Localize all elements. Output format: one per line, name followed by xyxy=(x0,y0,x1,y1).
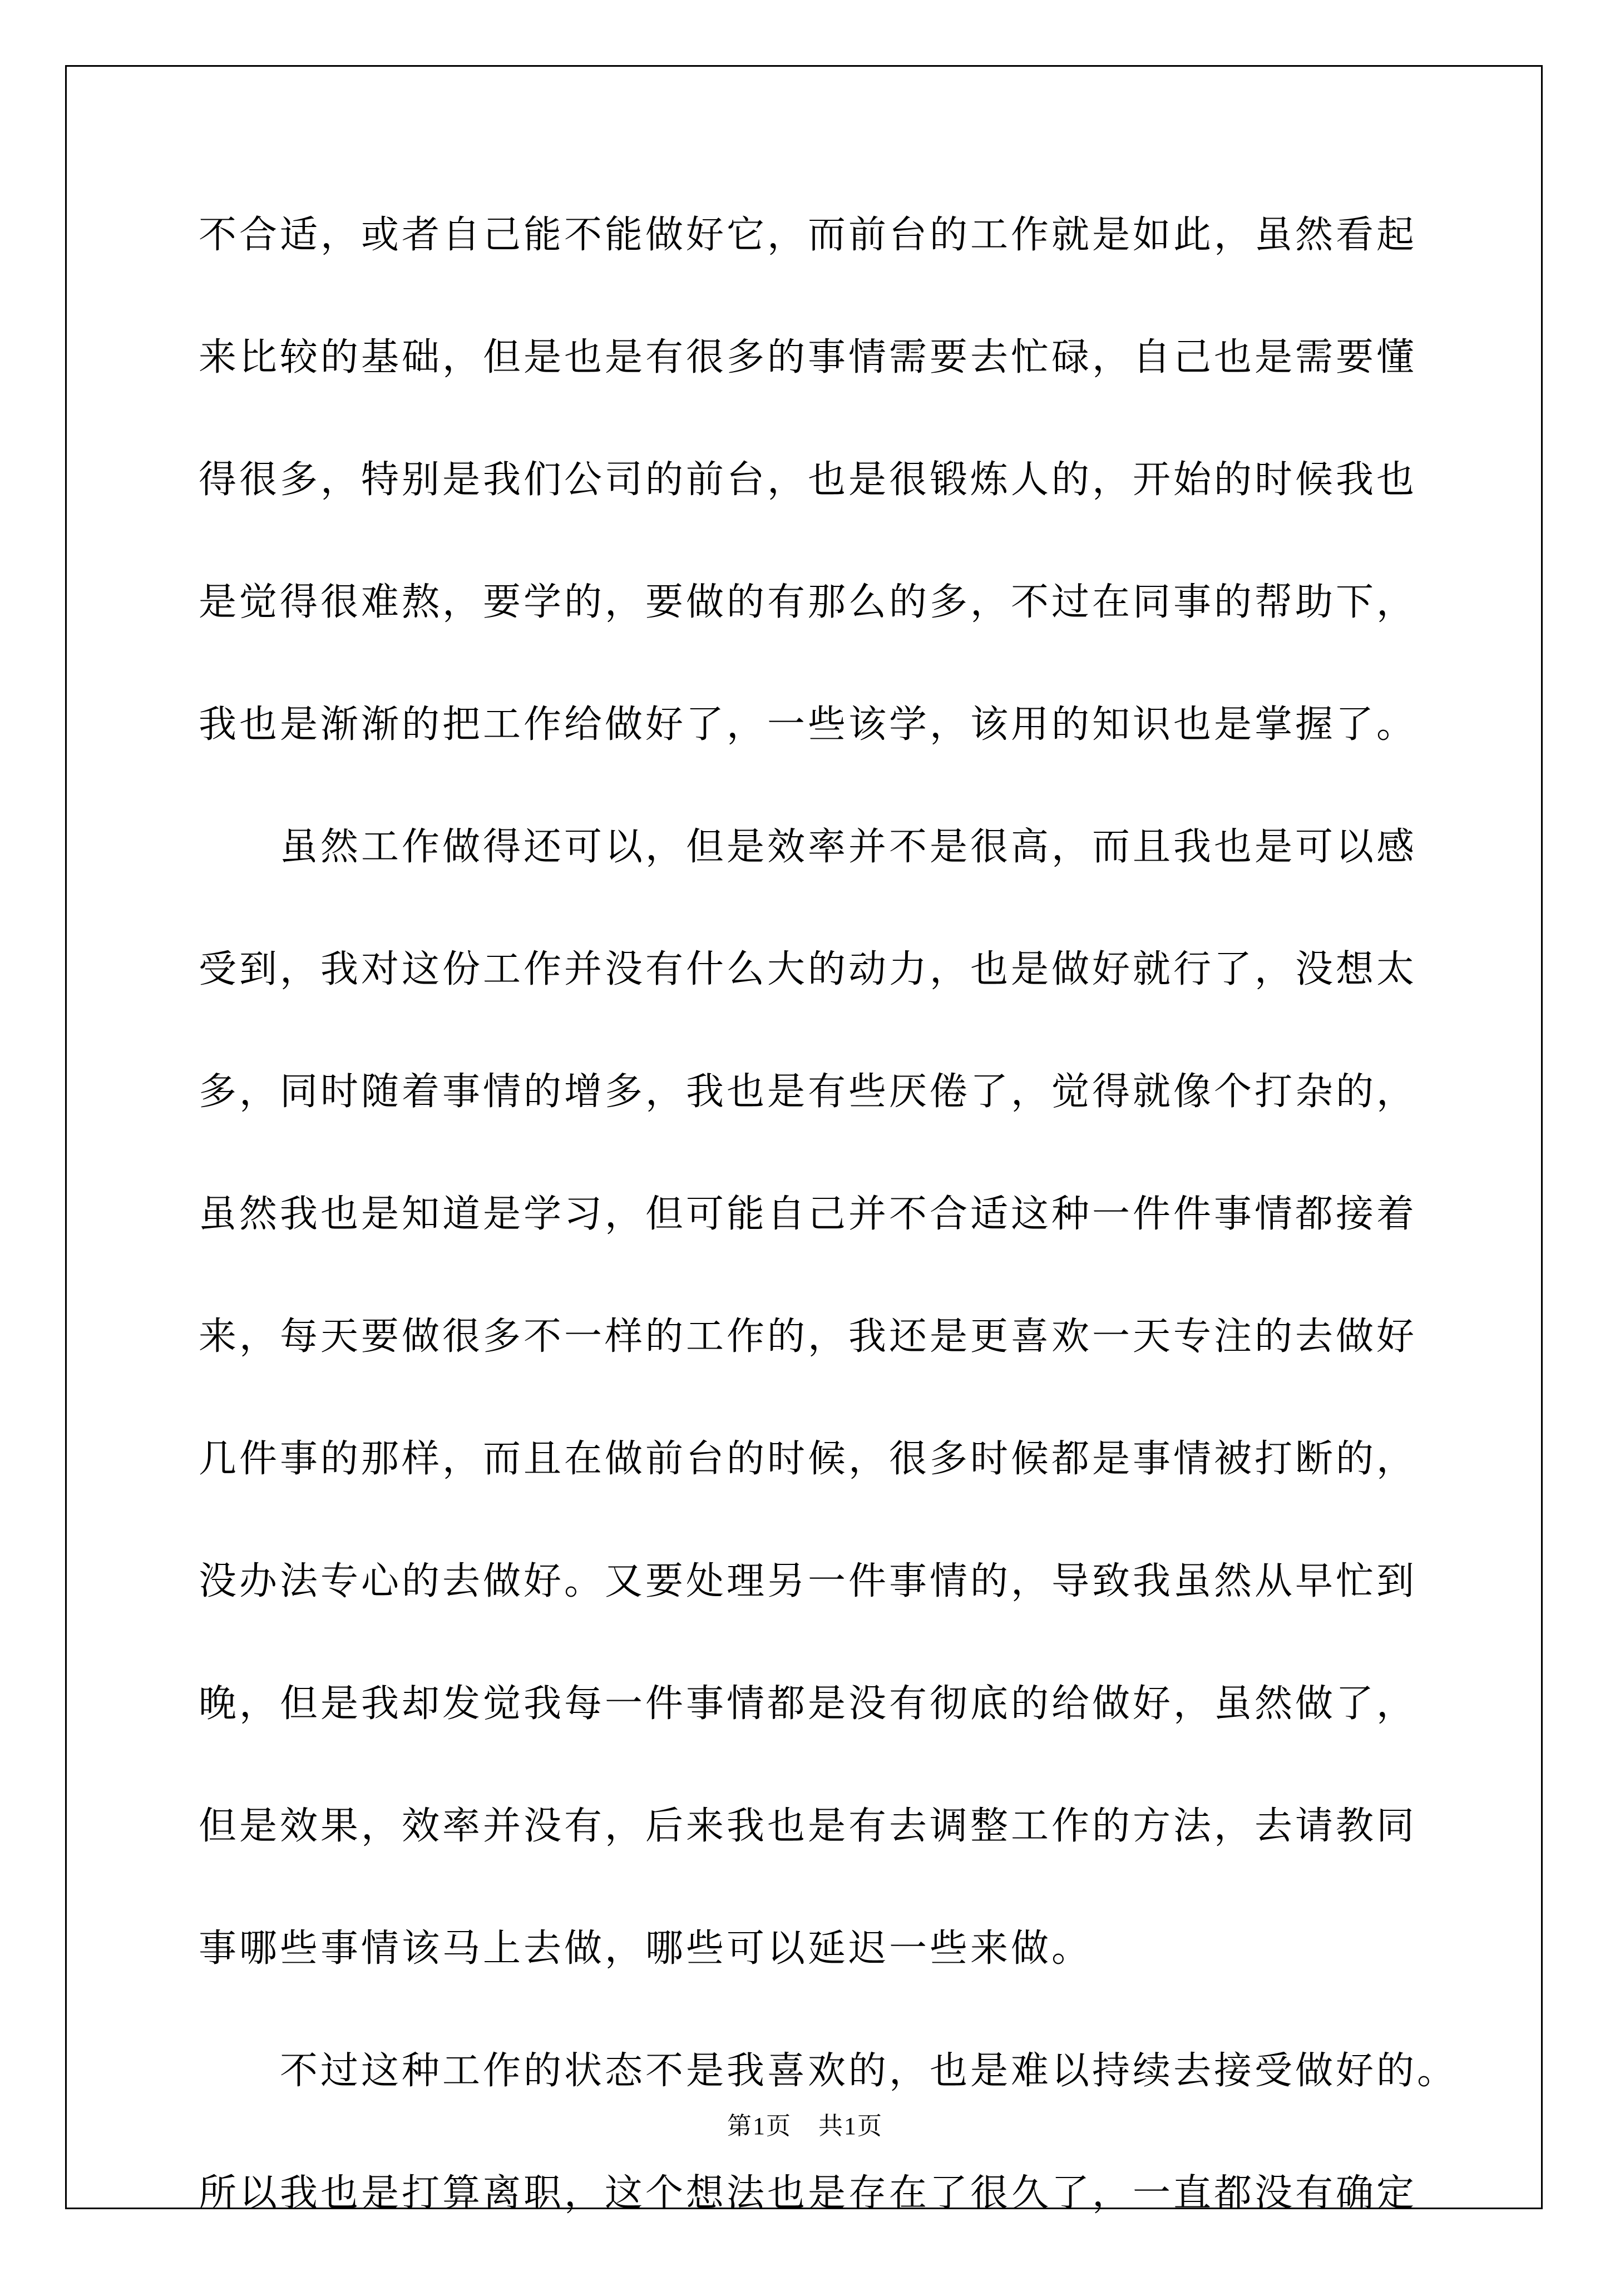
text-line: 是觉得很难熬，要学的，要做的有那么的多，不过在同事的帮助下， xyxy=(199,580,1418,624)
text-line: 没办法专心的去做好。又要处理另一件事情的，导致我虽然从早忙到 xyxy=(199,1559,1418,1603)
text-line: 虽然我也是知道是学习，但可能自己并不合适这种一件件事情都接着 xyxy=(199,1192,1418,1236)
text-line: 来比较的基础，但是也是有很多的事情需要去忙碌，自己也是需要懂 xyxy=(199,335,1418,379)
text-line: 不合适，或者自己能不能做好它，而前台的工作就是如此，虽然看起 xyxy=(199,213,1418,257)
text-line: 虽然工作做得还可以，但是效率并不是很高，而且我也是可以感 xyxy=(199,825,1418,869)
text-line: 受到，我对这份工作并没有什么大的动力，也是做好就行了，没想太 xyxy=(199,947,1418,991)
page-footer xyxy=(0,2112,1610,2141)
text-line: 所以我也是打算离职，这个想法也是存在了很久了，一直都没有确定 xyxy=(199,2171,1418,2215)
text-line: 但是效果，效率并没有，后来我也是有去调整工作的方法，去请教同 xyxy=(199,1804,1418,1848)
page-number: 第1页 xyxy=(727,2112,792,2140)
text-line: 得很多，特别是我们公司的前台，也是很锻炼人的，开始的时候我也 xyxy=(199,458,1418,502)
document-body xyxy=(199,213,1458,2296)
text-line: 多，同时随着事情的增多，我也是有些厌倦了，觉得就像个打杂的， xyxy=(199,1070,1418,1114)
text-line: 晚，但是我却发觉我每一件事情都是没有彻底的给做好，虽然做了， xyxy=(199,1682,1418,1726)
text-line: 不过这种工作的状态不是我喜欢的，也是难以持续去接受做好的。 xyxy=(199,2049,1458,2093)
text-line: 几件事的那样，而且在做前台的时候，很多时候都是事情被打断的， xyxy=(199,1437,1418,1481)
text-line: 事哪些事情该马上去做，哪些可以延迟一些来做。 xyxy=(199,1927,1093,1971)
text-line: 来，每天要做很多不一样的工作的，我还是更喜欢一天专注的去做好 xyxy=(199,1315,1418,1359)
page-total: 共1页 xyxy=(818,2112,883,2140)
text-line: 我也是渐渐的把工作给做好了，一些该学，该用的知识也是掌握了。 xyxy=(199,703,1418,747)
